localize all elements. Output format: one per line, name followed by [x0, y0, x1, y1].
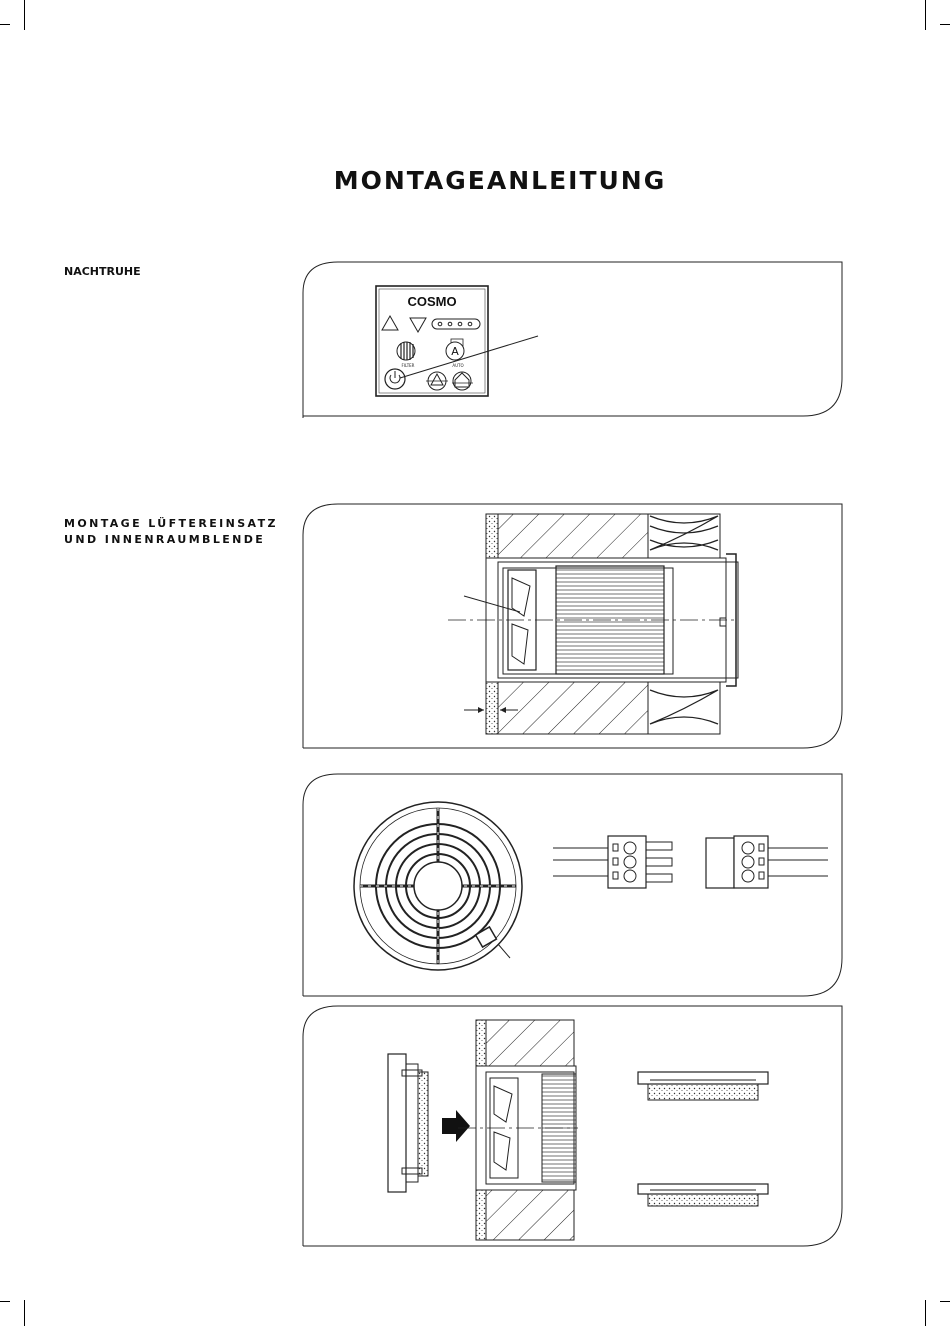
leader-line — [400, 336, 538, 378]
section-label-nachtruhe: NACHTRUHE — [64, 265, 141, 278]
page-title: MONTAGEANLEITUNG — [333, 166, 667, 195]
fan-grille-drawing — [354, 802, 522, 970]
panel-frame-4 — [298, 1002, 848, 1252]
panel-frame-2 — [298, 500, 848, 752]
crop-mark-bottom-left-h — [0, 1301, 10, 1302]
panel-frame-3 — [298, 770, 848, 1000]
panel-control-unit — [298, 258, 848, 420]
insert-arrow-icon — [442, 1110, 470, 1142]
panel-inner-cover — [298, 1002, 848, 1252]
filter-caption: FILTER — [401, 363, 415, 368]
crop-mark-top-left-h — [0, 24, 10, 25]
house-mode-icon — [452, 372, 473, 390]
section-label-montage — [64, 516, 278, 548]
arrow-up-icon — [382, 316, 398, 330]
crop-mark-bottom-right-v — [925, 1300, 926, 1326]
arrow-down-icon — [410, 318, 426, 332]
auto-button — [446, 339, 464, 360]
cover-top-view-drawing — [638, 1072, 768, 1100]
filter-icon — [397, 342, 415, 360]
connector-plug-drawing — [553, 836, 672, 888]
level-indicator — [432, 319, 480, 329]
ventilation-mode-icon — [426, 372, 448, 390]
auto-button-label: A — [451, 345, 459, 358]
section-label-line-2: UND INNENRAUMBLENDE — [64, 533, 266, 546]
crop-mark-top-right-h — [940, 24, 950, 25]
inner-cover-side-view — [388, 1054, 428, 1192]
crop-mark-top-right-v — [925, 0, 926, 30]
connector-socket-drawing — [706, 836, 828, 888]
section-label-line-1: MONTAGE LÜFTEREINSATZ — [64, 517, 278, 530]
crop-mark-bottom-left-v — [24, 1300, 25, 1326]
crop-mark-top-left-v — [24, 0, 25, 30]
wall-section-small-drawing — [458, 1020, 578, 1240]
control-device-illustration — [376, 286, 538, 396]
panel-frame-1 — [298, 258, 848, 420]
crop-mark-bottom-right-h — [940, 1301, 950, 1302]
cover-bottom-view-drawing — [638, 1184, 768, 1206]
wall-section-drawing — [448, 514, 738, 734]
auto-caption: AUTO — [452, 363, 464, 368]
power-icon — [385, 369, 405, 389]
panel-wall-section — [298, 500, 848, 752]
brand-logo: COSMO — [407, 294, 457, 309]
panel-fan-connectors — [298, 770, 848, 1000]
